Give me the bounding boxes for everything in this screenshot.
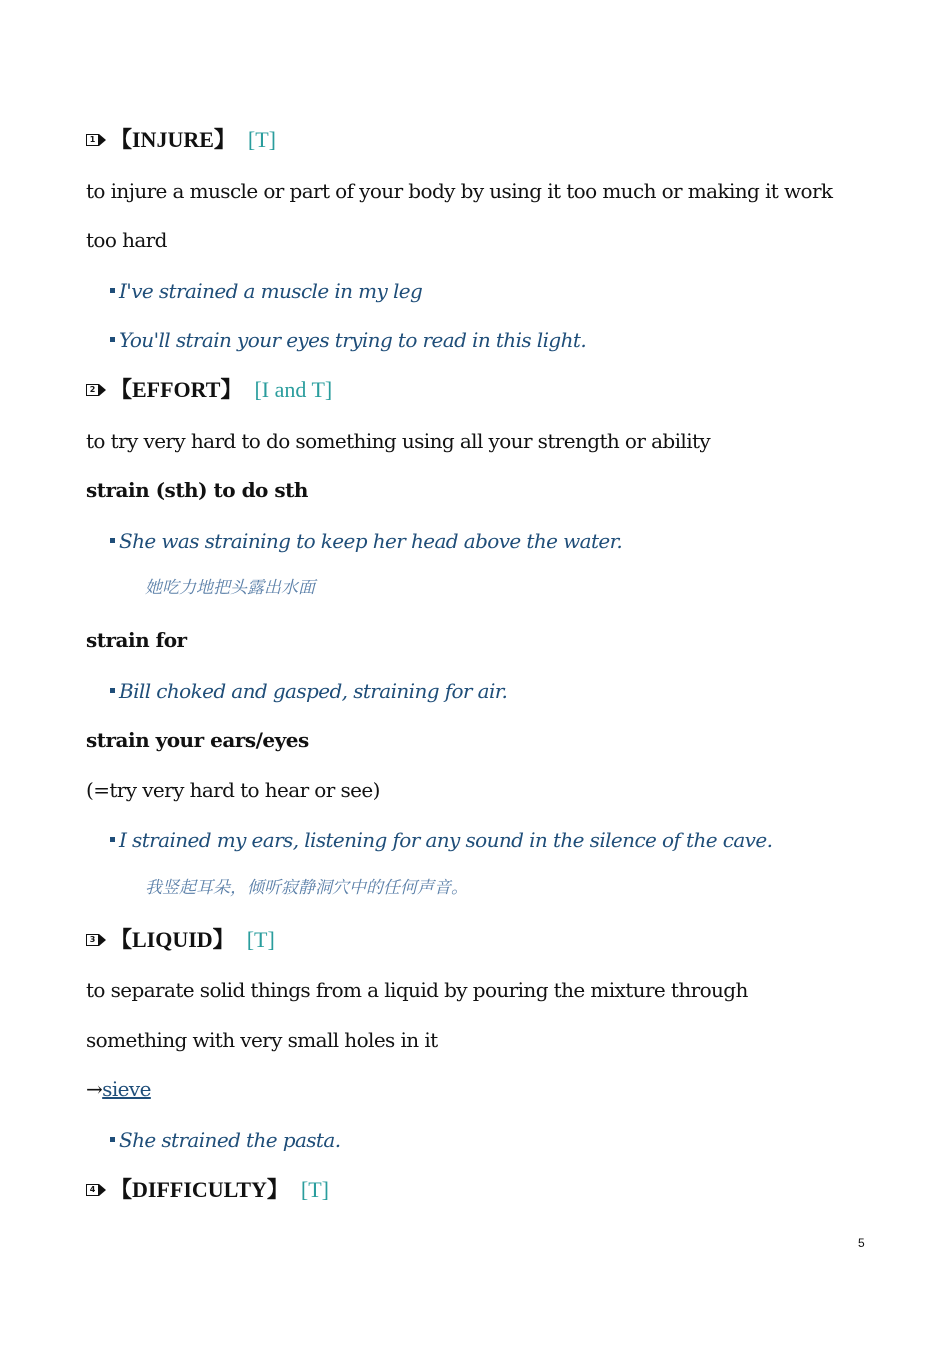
- bullet-icon: [110, 337, 115, 342]
- sense-heading-liquid: [86, 929, 275, 951]
- example-translation: 我竖起耳朵，倾听寂静洞穴中的任何声音。: [145, 878, 468, 898]
- cross-reference: [86, 1079, 151, 1099]
- example-translation: 她吃力地把头露出水面: [145, 578, 315, 598]
- definition-line: to try very hard to do something using all your strength or ability: [86, 429, 711, 453]
- grammar-pattern: strain your ears/eyes: [86, 728, 309, 752]
- example-sentence: Bill choked and gasped, straining for air.: [110, 681, 507, 701]
- sense-number-icon: 2: [86, 384, 106, 396]
- sense-number-icon: 1: [86, 134, 106, 146]
- pattern-gloss: (=try very hard to hear or see): [86, 778, 380, 802]
- grammar-code: [T]: [246, 927, 275, 952]
- example-sentence: I strained my ears, listening for any sound in the silence of the cave.: [110, 830, 772, 850]
- arrow-icon: →: [86, 1077, 103, 1101]
- grammar-pattern: strain (sth) to do sth: [86, 478, 308, 502]
- example-sentence: I've strained a muscle in my leg: [110, 281, 422, 301]
- sense-heading-difficulty: [86, 1179, 329, 1201]
- sense-heading-injure: [86, 129, 276, 151]
- definition-line: to separate solid things from a liquid by pouring the mixture through: [86, 978, 748, 1002]
- grammar-code: [I and T]: [254, 377, 333, 402]
- sense-keyword: 【LIQUID】: [110, 927, 235, 952]
- bullet-icon: [110, 1137, 115, 1142]
- definition-line: too hard: [86, 228, 167, 252]
- example-sentence: You'll strain your eyes trying to read in this light.: [110, 330, 586, 350]
- sieve-link[interactable]: sieve: [102, 1077, 151, 1101]
- bullet-icon: [110, 688, 115, 693]
- sense-keyword: 【DIFFICULTY】: [110, 1177, 289, 1202]
- definition-line: to injure a muscle or part of your body by using it too much or making it work: [86, 179, 833, 203]
- definition-line: something with very small holes in it: [86, 1028, 438, 1052]
- bullet-icon: [110, 288, 115, 293]
- sense-number-icon: 3: [86, 934, 106, 946]
- sense-keyword: 【INJURE】: [110, 127, 236, 152]
- sense-heading-effort: [86, 379, 332, 401]
- example-sentence: She strained the pasta.: [110, 1130, 340, 1150]
- sense-number-icon: 4: [86, 1184, 106, 1196]
- bullet-icon: [110, 837, 115, 842]
- bullet-icon: [110, 538, 115, 543]
- grammar-code: [T]: [300, 1177, 329, 1202]
- grammar-code: [T]: [247, 127, 276, 152]
- sense-keyword: 【EFFORT】: [110, 377, 243, 402]
- example-sentence: She was straining to keep her head above the water.: [110, 531, 622, 551]
- page-number: 5: [858, 1236, 865, 1250]
- grammar-pattern: strain for: [86, 628, 187, 652]
